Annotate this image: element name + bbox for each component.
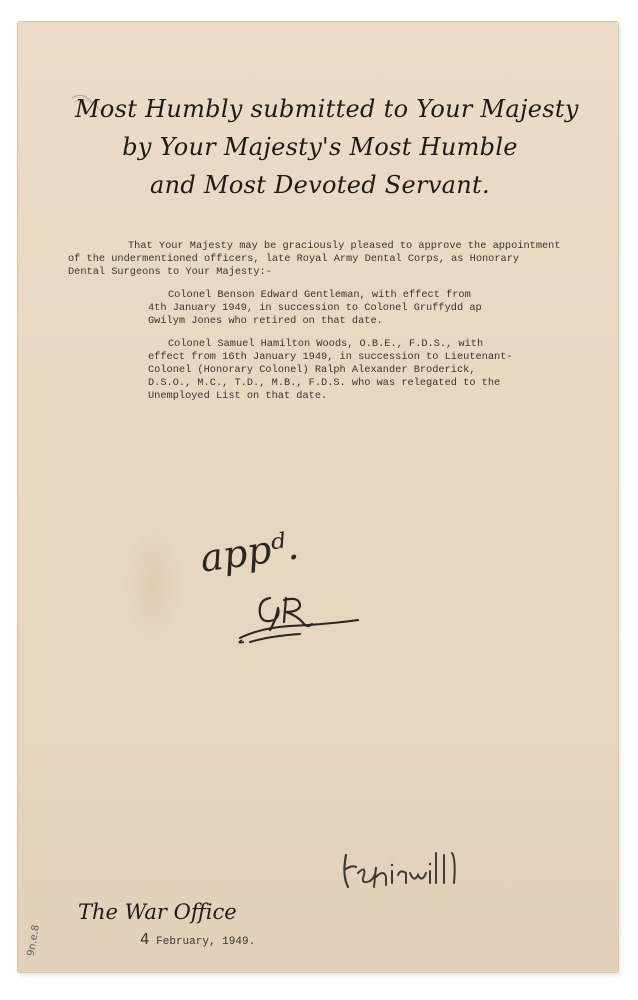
appointment2-line-4: D.S.O., M.C., T.D., M.B., F.D.S. who was relegated to the xyxy=(148,377,501,389)
intro-line-3: Dental Surgeons to Your Majesty:- xyxy=(68,266,272,278)
submission-heading xyxy=(75,90,579,204)
appointment1-line-1: Colonel Benson Edward Gentleman, with effect from xyxy=(168,289,471,301)
date-day-handwritten: 4 xyxy=(140,930,150,948)
intro-paragraph xyxy=(68,240,578,279)
document-date xyxy=(140,930,255,948)
appointment1-line-2: 4th January 1949, in succession to Colonel Gruffydd ap xyxy=(148,302,482,314)
intro-line-1: That Your Majesty may be graciously pleased to approve the appointment xyxy=(128,240,561,252)
appointment2-line-2: effect from 16th January 1949, in succession to Lieutenant- xyxy=(148,351,513,363)
royal-cypher-signature xyxy=(230,580,370,650)
approval-annotation: appᵈ. xyxy=(197,523,302,581)
heading-line-1: Most Humbly submitted to Your Majesty xyxy=(75,95,579,123)
heading-line-2: by Your Majesty's Most Humble xyxy=(122,133,518,161)
appointment2-line-5: Unemployed List on that date. xyxy=(148,390,328,402)
paper-stain xyxy=(123,522,183,642)
pencil-annotation: 9n.e.8 xyxy=(25,923,42,958)
heading-line-3: and Most Devoted Servant. xyxy=(150,171,490,199)
appointment2-line-3: Colonel (Honorary Colonel) Ralph Alexander Broderick, xyxy=(148,364,476,376)
appointment-paragraph-2 xyxy=(148,338,578,403)
date-month-year: February, 1949. xyxy=(149,936,256,948)
shinwell-signature xyxy=(340,845,500,895)
appointment2-line-1: Colonel Samuel Hamilton Woods, O.B.E., F.D.S., with xyxy=(168,338,484,350)
appointment1-line-3: Gwilym Jones who retired on that date. xyxy=(148,315,383,327)
submission-body xyxy=(68,240,578,413)
intro-line-2: of the undermentioned officers, late Royal Army Dental Corps, as Honorary xyxy=(68,253,520,265)
appointment-paragraph-1 xyxy=(148,289,578,328)
war-office-heading: The War Office xyxy=(78,900,237,924)
